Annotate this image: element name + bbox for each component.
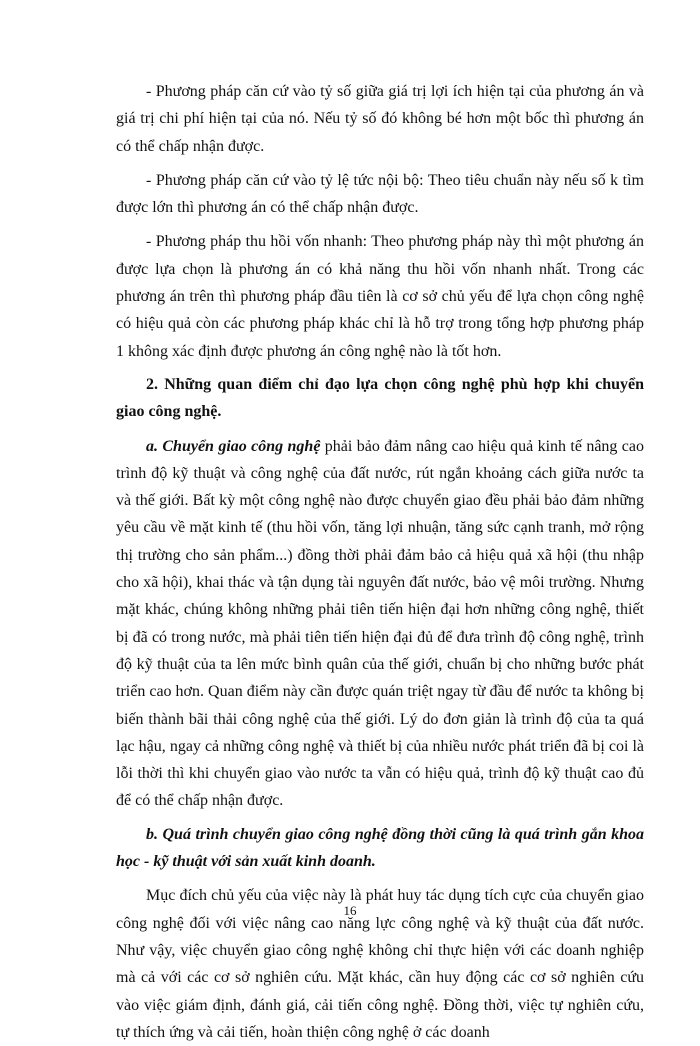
page-number: 16: [343, 903, 357, 918]
section-a-lead: a. Chuyển giao công nghệ: [146, 437, 321, 455]
paragraph-section-b-body: Mục đích chủ yếu của việc này là phát huy tác dụng tích cực của chuyển giao công nghệ đối với việc nâng cao năng lực công nghệ và kỹ thuật của đất nước. Như vậy, việc chuyển giao công nghệ không chỉ thực hiện với các doanh nghiệp mà cả với các cơ sở nghiên cứu. Mặt khác, cần huy động các cơ sở nghiên cứu vào việc giám định, đánh giá, cải tiến công nghệ. Đồng thời, việc tự nghiên cứu, tự thích ứng và cải tiến, hoàn thiện công nghệ ở các doanh: [116, 887, 644, 1041]
paragraph-npv-ratio-method: - Phương pháp căn cứ vào tỷ số giữa giá trị lợi ích hiện tại của phương án và giá trị chi phí hiện tại của nó. Nếu tỷ số đó không bé hơn một bốc thì phương án có thể chấp nhận được.: [116, 83, 644, 155]
paragraph-irr-method: - Phương pháp căn cứ vào tỷ lệ tức nội bộ: Theo tiêu chuẩn này nếu số k tìm được lớn thì phương án có thể chấp nhận được.: [116, 171, 644, 217]
paragraph-payback-method: - Phương pháp thu hồi vốn nhanh: Theo phương pháp này thì một phương án được lựa chọn là phương án có khả năng thu hồi vốn nhanh nhất. Trong các phương án trên thì phương pháp đầu tiên là cơ sở chủ yếu để lựa chọn công nghệ có hiệu quả còn các phương pháp khác chỉ là hỗ trợ trong tổng hợp phương pháp 1 không xác định được phương án công nghệ nào là tốt hơn.: [116, 233, 644, 360]
section-a-body: phải bảo đảm nâng cao hiệu quả kinh tế nâng cao trình độ kỹ thuật và công nghệ của đất nước, rút ngắn khoảng cách giữa nước ta và thế giới. Bất kỳ một công nghệ nào được chuyển giao đều phải bảo đảm những yêu cầu về mặt kinh tế (thu hồi vốn, tăng lợi nhuận, tăng sức cạnh tranh, mở rộng thị trường cho sản phẩm...) đồng thời phải đảm bảo cả hiệu quả xã hội (thu nhập cho xã hội), khai thác và tận dụng tài nguyên đất nước, bảo vệ môi trường. Nhưng mặt khác, chúng không những phải tiên tiến hiện đại hơn những công nghệ, thiết bị đã có trong nước, mà phải tiên tiến hiện đại đủ để đưa trình độ công nghệ, trình độ kỹ thuật của ta lên mức bình quân của thế giới, chuẩn bị cho những bước phát triển cao hơn. Quan điểm này cần được quán triệt ngay từ đầu để nước ta không bị biến thành bãi thải công nghệ của thế giới. Lý do đơn giản là trình độ của ta quá lạc hậu, ngay cả những công nghệ và thiết bị của nhiều nước phát triển đã bị coi là lỗi thời thì khi chuyển giao vào nước ta vẫn có hiệu quả, trình độ kỹ thuật cao đủ để có thể chấp nhận được.: [116, 437, 644, 810]
section-heading-b: b. Quá trình chuyển giao công nghệ đồng thời cũng là quá trình gắn khoa học - kỹ thuật với sản xuất kinh doanh.: [116, 825, 644, 871]
section-heading-2: 2. Những quan điểm chỉ đạo lựa chọn công nghệ phù hợp khi chuyển giao công nghệ.: [116, 375, 644, 421]
paragraph-section-a: [116, 433, 644, 815]
